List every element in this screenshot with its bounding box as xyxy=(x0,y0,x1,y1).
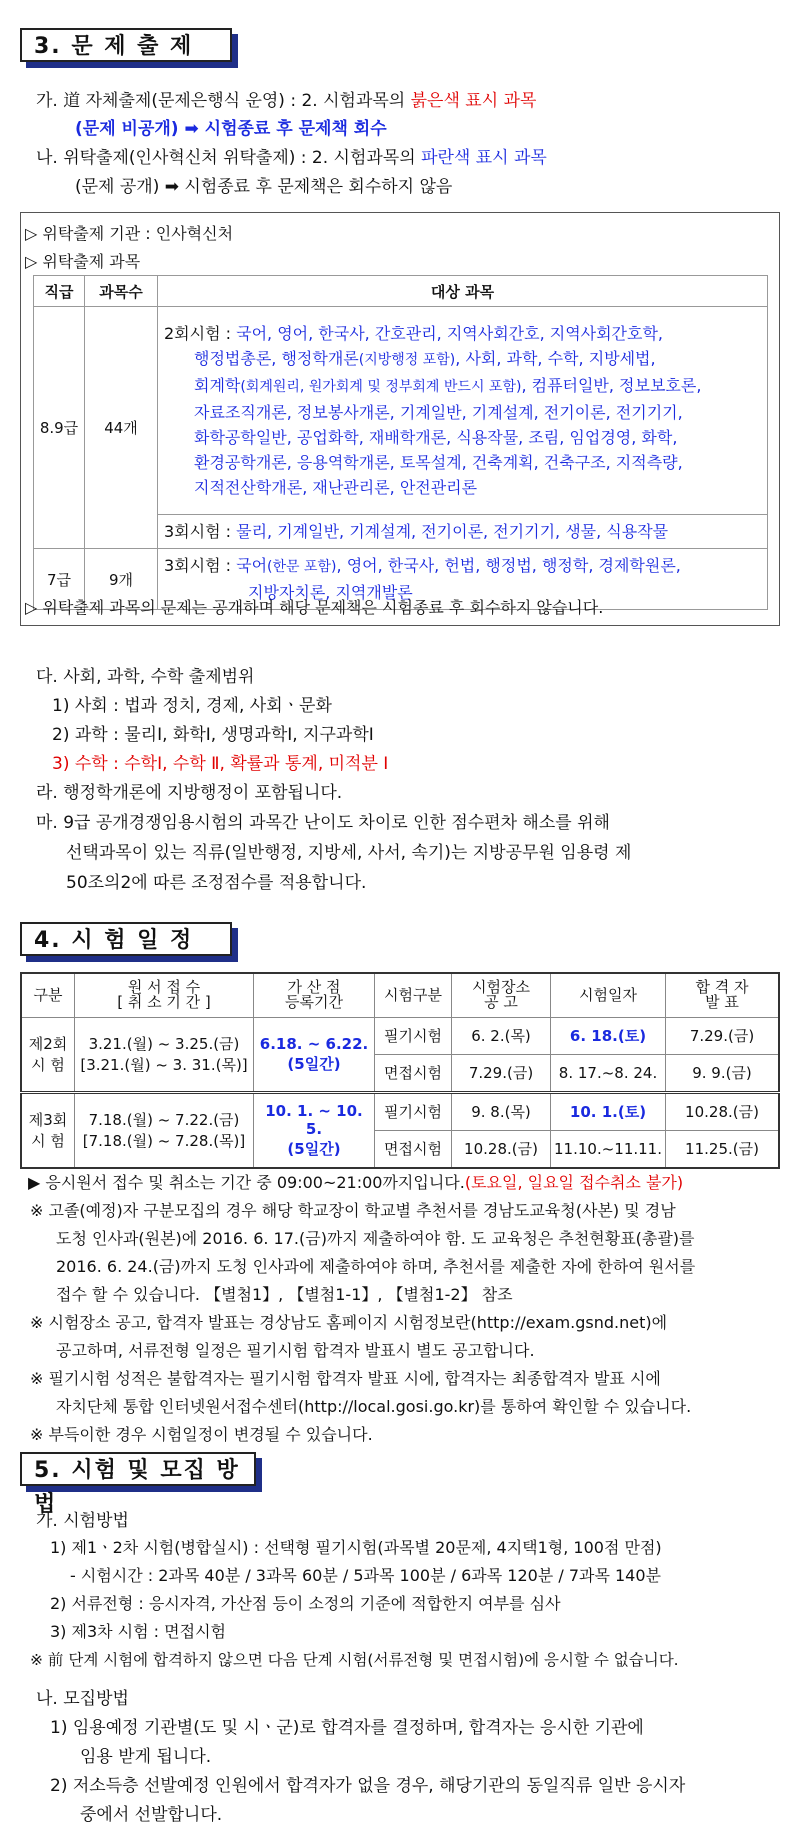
sec5-na-2b: 중에서 선발합니다. xyxy=(80,1805,223,1825)
schedule-table xyxy=(20,972,780,1169)
row1-exam2-l2b: (지방행정 포함) xyxy=(358,352,456,368)
sec3-da-3: 3) 수학 : 수학Ⅰ, 수학 Ⅱ, 확률과 통계, 미적분 Ⅰ xyxy=(52,754,389,774)
sec3-ga-line1 xyxy=(36,86,536,111)
row2-exam3-l1a: 국어 xyxy=(236,556,268,575)
sec3-da-1: 1) 사회 : 법과 정치, 경제, 사회ㆍ문화 xyxy=(52,696,332,716)
sec3-da-title: 다. 사회, 과학, 수학 출제범위 xyxy=(36,667,255,687)
r2-apply-a: 3.21.(월) ~ 3.25.(금) xyxy=(88,1035,240,1053)
row1-grade: 8.9급 xyxy=(34,307,85,549)
sh-apply xyxy=(75,973,254,1017)
sh-type: 시험구분 xyxy=(375,973,452,1017)
sec5-ga-1: 1) 제1ㆍ2차 시험(병합실시) : 선택형 필기시험(과목별 20문제, 4지택1형, 100점 만점) xyxy=(50,1538,662,1557)
r2-bonus xyxy=(254,1017,375,1092)
sec3-ma-1: 마. 9급 공개경쟁임용시험의 과목간 난이도 차이로 인한 점수편차 해소를 위해 xyxy=(36,813,610,833)
row1-exam2-l2a: 행정법총론, 행정학개론 xyxy=(194,349,359,368)
subject-table xyxy=(33,275,768,610)
row1-exam3-list: 물리, 기계일반, 기계설계, 전기이론, 전기기기, 생물, 식용작물 xyxy=(236,522,669,541)
sec4-note2-2: 공고하며, 서류전형 일정은 필기시험 합격자 발표시 별도 공고합니다. xyxy=(56,1341,535,1360)
r2-bonus-a: 6.18. ~ 6.22. xyxy=(259,1034,369,1053)
sec4-note1-3: 2016. 6. 24.(금)까지 도청 인사과에 제출하여야 하며, 추천서를 제출한 자에 한하여 원서를 xyxy=(56,1257,696,1276)
consignment-box xyxy=(20,212,780,626)
box-line-subjects: ▷ 위탁출제 과목 xyxy=(25,252,141,271)
sec3-ma-2: 선택과목이 있는 직류(일반행정, 지방세, 사서, 속기)는 지방공무원 임용령 제 xyxy=(66,843,632,863)
r2-w-place: 6. 2.(목) xyxy=(452,1017,551,1054)
th-subjects: 대상 과목 xyxy=(158,276,768,307)
sh-place xyxy=(452,973,551,1017)
sec5-ga-2: 2) 서류전형 : 응시자격, 가산점 등이 소정의 기준에 적합한지 여부를 심사 xyxy=(50,1594,561,1613)
row1-exam2-l2c: , 사회, 과학, 수학, 지방세법, xyxy=(455,349,656,368)
note0-text: ▶ 응시원서 접수 및 취소는 기간 중 09:00~21:00까지입니다. xyxy=(28,1173,465,1192)
r3-i-type: 면접시험 xyxy=(375,1130,452,1168)
sh-bonus-a: 가 산 점 xyxy=(287,978,341,997)
r3-i-date: 11.10.~11.11. xyxy=(551,1130,666,1168)
r3-label-b: 시 험 xyxy=(31,1132,65,1150)
sec5-ga: 가. 시험방법 xyxy=(36,1511,129,1531)
r3-label-a: 제3회 xyxy=(28,1111,68,1129)
sec4-note1-4: 접수 할 수 있습니다. 【별첨1】, 【별첨1-1】, 【별첨1-2】 참조 xyxy=(56,1285,513,1304)
sec4-note1-1: ※ 고졸(예정)자 구분모집의 경우 해당 학교장이 학교별 추천서를 경남도교육청(사본) 및 경남 xyxy=(30,1201,676,1220)
row1-count: 44개 xyxy=(85,307,158,549)
sh-category: 구분 xyxy=(21,973,75,1017)
r3-i-place: 10.28.(금) xyxy=(452,1130,551,1168)
r3-w-result: 10.28.(금) xyxy=(666,1092,780,1130)
r3-i-result: 11.25.(금) xyxy=(666,1130,780,1168)
box-footer: ▷ 위탁출제 과목의 문제는 공개하며 해당 문제책은 시험종료 후 회수하지 않습니다. xyxy=(25,598,604,617)
row1-exam2-l5: 화학공학일반, 공업화학, 재배학개론, 식용작물, 조림, 임업경영, 화학, xyxy=(194,428,678,447)
row1-exam2-l1: 국어, 영어, 한국사, 간호관리, 지역사회간호, 지역사회간호학, xyxy=(236,324,664,343)
r2-w-type: 필기시험 xyxy=(375,1017,452,1054)
row1-exam2-l3a: 회계학 xyxy=(194,376,241,395)
box-line-agency: ▷ 위탁출제 기관 : 인사혁신처 xyxy=(25,224,234,243)
r2-label-a: 제2회 xyxy=(28,1035,68,1053)
row2-exam3-label: 3회시험 : xyxy=(164,556,237,575)
sec3-ra: 라. 행정학개론에 지방행정이 포함됩니다. xyxy=(36,783,343,803)
section3-header: 3. 문 제 출 제 xyxy=(20,28,232,62)
sh-apply-a: 원 서 접 수 xyxy=(127,978,201,997)
r2-label-b: 시 험 xyxy=(31,1056,65,1074)
row1-exam2-l6: 환경공학개론, 응용역학개론, 토목설계, 건축계획, 건축구조, 지적측량, xyxy=(194,453,683,472)
r3-bonus-b: (5일간) xyxy=(287,1139,341,1158)
r3-apply-b: [7.18.(월) ~ 7.28.(목)] xyxy=(82,1132,246,1150)
th-grade: 직급 xyxy=(34,276,85,307)
th-count: 과목수 xyxy=(85,276,158,307)
row1-exam2-l7: 지적전산학개론, 재난관리론, 안전관리론 xyxy=(194,478,478,497)
row2-grade: 7급 xyxy=(34,549,85,610)
note0-red: (토요일, 일요일 접수취소 불가) xyxy=(464,1173,684,1192)
r3-apply xyxy=(75,1092,254,1168)
r2-label xyxy=(21,1017,75,1092)
sec4-note3-1: ※ 필기시험 성적은 불합격자는 필기시험 합격자 발표 시에, 합격자는 최종합격자 발표 시에 xyxy=(30,1369,661,1388)
r2-w-result: 7.29.(금) xyxy=(666,1017,780,1054)
sec3-ga-red-text: 붉은색 표시 과목 xyxy=(410,91,537,111)
sh-date: 시험일자 xyxy=(551,973,666,1017)
sec3-ma-3: 50조의2에 따른 조정점수를 적용합니다. xyxy=(66,873,367,893)
sec4-note0 xyxy=(28,1170,683,1193)
row1-exam2 xyxy=(158,307,768,515)
sh-apply-b: [ 취 소 기 간 ] xyxy=(117,993,211,1012)
sec4-note2-1: ※ 시험장소 공고, 합격자 발표는 경상남도 홈페이지 시험정보란(http://exam.gsnd.net)에 xyxy=(30,1313,668,1332)
row2-exam3-l1c: , 영어, 한국사, 헌법, 행정법, 행정학, 경제학원론, xyxy=(336,556,681,575)
sec3-ga-line2 xyxy=(75,114,387,139)
sec3-na-line2: (문제 공개) ➡ 시험종료 후 문제책은 회수하지 않음 xyxy=(75,177,453,197)
sec5-na-1a: 1) 임용예정 기관별(도 및 시ㆍ군)로 합격자를 결정하며, 합격자는 응시한 기관에 xyxy=(50,1718,644,1738)
r3-w-type: 필기시험 xyxy=(375,1092,452,1130)
row1-exam2-l3c: , 컴퓨터일반, 정보보호론, xyxy=(521,376,702,395)
r2-apply-b: [3.21.(월) ~ 3. 31.(목)] xyxy=(80,1056,248,1074)
sec3-na-blue-text: 파란색 표시 과목 xyxy=(421,148,547,168)
r3-bonus xyxy=(254,1092,375,1168)
sh-bonus xyxy=(254,973,375,1017)
sec3-ga-collect: ➡ 시험종료 후 문제책 회수 xyxy=(178,119,387,139)
r3-bonus-a: 10. 1. ~ 10. 5. xyxy=(265,1101,363,1138)
row1-exam3 xyxy=(158,515,768,549)
r3-label xyxy=(21,1092,75,1168)
sec5-ga-3: 3) 제3차 시험 : 면접시험 xyxy=(50,1622,226,1641)
sec4-note1-2: 도청 인사과(원본)에 2016. 6. 17.(금)까지 제출하여야 함. 도 교육청은 추천현황표(총괄)를 xyxy=(56,1229,695,1248)
sh-place-a: 시험장소 xyxy=(472,978,530,997)
sec3-ga-closed: (문제 비공개) xyxy=(75,119,179,139)
sec5-na-2a: 2) 저소득층 선발예정 인원에서 합격자가 없을 경우, 해당기관의 동일직류 일반 응시자 xyxy=(50,1776,686,1796)
sec3-na-line1 xyxy=(36,143,547,168)
r2-apply xyxy=(75,1017,254,1092)
r2-i-result: 9. 9.(금) xyxy=(666,1054,780,1092)
row1-exam2-l3b: (회계원리, 원가회계 및 정부회계 반드시 포함) xyxy=(240,379,522,395)
sh-result xyxy=(666,973,780,1017)
sec3-ga-text: 가. 道 자체출제(문제은행식 운영) : 2. 시험과목의 xyxy=(36,91,411,111)
r3-w-date: 10. 1.(토) xyxy=(551,1092,666,1130)
sh-result-b: 발 표 xyxy=(705,993,739,1012)
r2-i-date: 8. 17.~8. 24. xyxy=(551,1054,666,1092)
row2-exam3-l1b: (한문 포함) xyxy=(267,559,337,575)
sh-place-b: 공 고 xyxy=(484,993,518,1012)
sh-result-a: 합 격 자 xyxy=(695,978,749,997)
sec5-ga-1b: - 시험시간 : 2과목 40분 / 3과목 60분 / 5과목 100분 / 6과목 120분 / 7과목 140분 xyxy=(70,1566,662,1585)
row2-count: 9개 xyxy=(85,549,158,610)
row1-exam2-label: 2회시험 : xyxy=(164,324,237,343)
r3-w-place: 9. 8.(목) xyxy=(452,1092,551,1130)
row2-exam3-l2: 지방자치론, 지역개발론 xyxy=(248,583,413,602)
sec3-da-2: 2) 과학 : 물리Ⅰ, 화학Ⅰ, 생명과학Ⅰ, 지구과학Ⅰ xyxy=(52,725,374,745)
r2-bonus-b: (5일간) xyxy=(287,1054,341,1073)
sec5-ga-note: ※ 前 단계 시험에 합격하지 않으면 다음 단계 시험(서류전형 및 면접시험)에 응시할 수 없습니다. xyxy=(30,1651,679,1669)
row1-exam2-l4: 자료조직개론, 정보봉사개론, 기계일반, 기계설계, 전기이론, 전기기기, xyxy=(194,403,683,422)
sec5-na: 나. 모집방법 xyxy=(36,1689,129,1709)
section5-header: 5. 시험 및 모집 방법 xyxy=(20,1452,256,1486)
sh-bonus-b: 등록기간 xyxy=(285,993,343,1012)
sec4-note3-2: 자치단체 통합 인터넷원서접수센터(http://local.gosi.go.kr)를 통하여 확인할 수 있습니다. xyxy=(56,1397,692,1416)
sec3-na-text: 나. 위탁출제(인사혁신처 위탁출제) : 2. 시험과목의 xyxy=(36,148,422,168)
section4-header: 4. 시 험 일 정 xyxy=(20,922,232,956)
r3-apply-a: 7.18.(월) ~ 7.22.(금) xyxy=(88,1111,240,1129)
sec5-na-1b: 임용 받게 됩니다. xyxy=(80,1747,212,1767)
row1-exam3-label: 3회시험 : xyxy=(164,522,237,541)
r2-w-date: 6. 18.(토) xyxy=(551,1017,666,1054)
r2-i-type: 면접시험 xyxy=(375,1054,452,1092)
r2-i-place: 7.29.(금) xyxy=(452,1054,551,1092)
sec4-note4: ※ 부득이한 경우 시험일정이 변경될 수 있습니다. xyxy=(30,1425,373,1444)
